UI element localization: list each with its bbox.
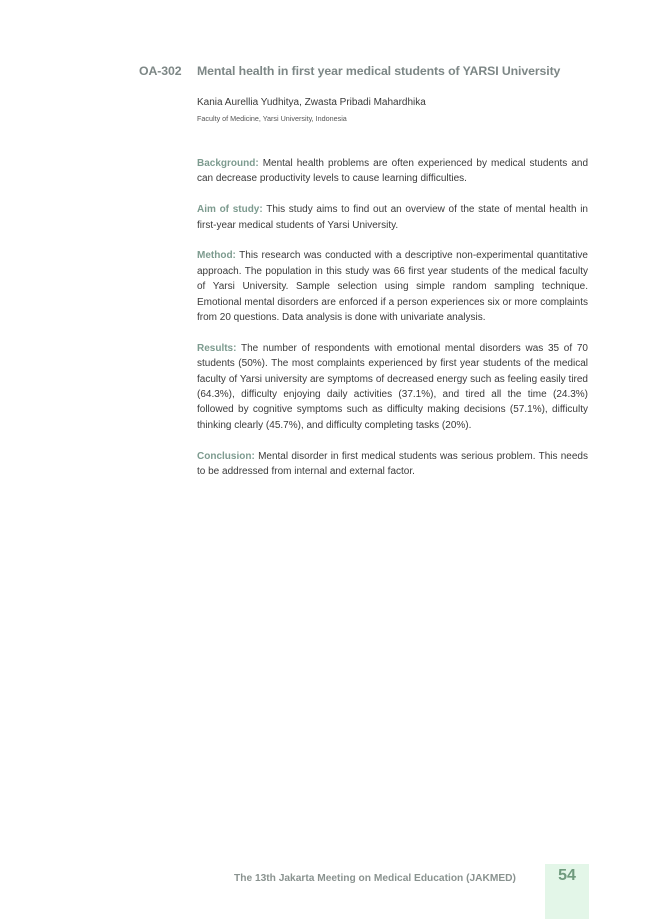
authors: Kania Aurellia Yudhitya, Zwasta Pribadi Mahardhika bbox=[197, 97, 426, 108]
section-text: Mental disorder in first medical students was serious problem. This needs to be addressed from internal and external factor. bbox=[197, 450, 588, 478]
abstract-header bbox=[139, 64, 599, 78]
section-text: Mental health problems are often experienced by medical students and can decrease productivity levels to cause learning difficulties. bbox=[197, 158, 589, 185]
section-text: The number of respondents with emotional mental disorders was 35 of 70 students (50%). The most complaints experienced by first year students of the medical faculty of Yarsi university are symptoms of decreased energy such as feeling easily tired (64.3%), difficulty enjoying daily activities (37.1%), and tired all the time (24.3%) followed by cognitive symptoms such as difficulty making decisions (57.1%), difficulty thinking clearly (45.7%), and difficulty completing tasks (20%). bbox=[197, 342, 588, 431]
page-number-box bbox=[545, 864, 589, 919]
section-aim bbox=[197, 202, 588, 233]
page-number: 54 bbox=[558, 867, 576, 884]
section-label: Aim of study: bbox=[197, 204, 263, 216]
section-label: Conclusion: bbox=[197, 450, 255, 462]
abstract-title: Mental health in first year medical students of YARSI University bbox=[197, 64, 561, 78]
section-text: This study aims to find out an overview of the state of mental health in first-year medical students of Yarsi University. bbox=[197, 204, 588, 231]
footer-conference: The 13th Jakarta Meeting on Medical Education (JAKMED) bbox=[234, 873, 516, 884]
section-conclusion bbox=[197, 449, 588, 480]
section-background bbox=[197, 156, 588, 187]
affiliation: Faculty of Medicine, Yarsi University, Indonesia bbox=[197, 114, 347, 123]
section-label: Method: bbox=[197, 250, 236, 262]
section-label: Results: bbox=[197, 342, 237, 354]
section-label: Background: bbox=[197, 158, 259, 169]
section-method bbox=[197, 248, 588, 325]
section-results bbox=[197, 341, 588, 433]
section-text: This research was conducted with a descriptive non-experimental quantitative approach. The population in this study was 66 first year students of the medical faculty of Yarsi University. Sample selection using simple random sampling technique. Emotional mental disorders are enforced if a person experiences six or more complaints from 20 questions. Data analysis is done with univariate analysis. bbox=[197, 250, 588, 324]
abstract-body bbox=[197, 156, 588, 495]
abstract-code: OA-302 bbox=[139, 64, 182, 78]
